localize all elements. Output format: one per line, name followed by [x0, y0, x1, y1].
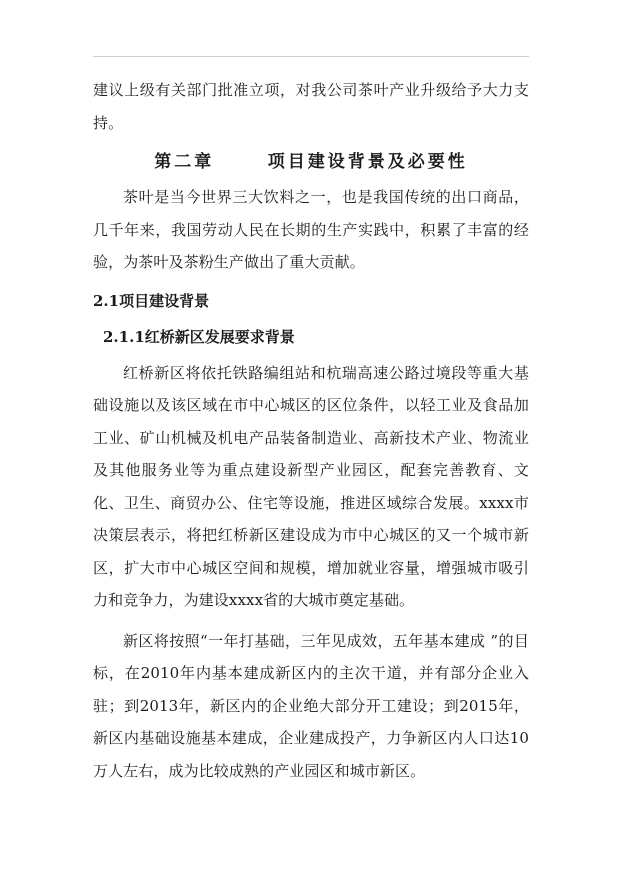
body-paragraph-2: 新区将按照“一年打基础，三年见成效，五年基本建成 ”的目标，在2010年内基本建成新区内的主次干道，并有部分企业入驻；到2013年，新区内的企业绝大部分开工建设；到2015年，新区内基础设施基本建成，企业建成投产，力争新区内人口达10万人左右，成为比较成熟的产业园区和城市新区。 — [93, 631, 529, 780]
header-rule — [93, 56, 529, 57]
body-paragraph-1: 红桥新区将依托铁路编组站和杭瑞高速公路过境段等重大基础设施以及该区域在市中心城区的区位条件，以轻工业及食品加工业、矿山机械及机电产品装备制造业、高新技术产业、物流业及其他服务业等为重点建设新型产业园区，配套完善教育、文化、卫生、商贸办公、住宅等设施，推进区域综合发展。xxxx市决策层表示，将把红桥新区建设成为市中心城区的又一个城市新区，扩大市中心城区空间和规模，增加就业容量，增强城市吸引力和竞争力，为建设xxxx省的大城市奠定基础。 — [93, 363, 529, 609]
intro-paragraph: 茶叶是当今世界三大饮料之一，也是我国传统的出口商品，几千年来，我国劳动人民在长期的生产实践中，积累了丰富的经验，为茶叶及茶粉生产做出了重大贡献。 — [93, 188, 529, 271]
chapter-title: 第二章 项目建设背景及必要性 — [154, 152, 468, 172]
paragraph-gap — [93, 617, 529, 625]
continuation-paragraph: 建议上级有关部门批准立项，对我公司茶叶产业升级给予大力支持。 — [93, 81, 529, 132]
section-heading-2-1: 2.1项目建设背景 — [93, 291, 210, 310]
section-heading-2-1-1: 2.1.1红桥新区发展要求背景 — [103, 327, 295, 346]
page-body — [93, 74, 529, 787]
